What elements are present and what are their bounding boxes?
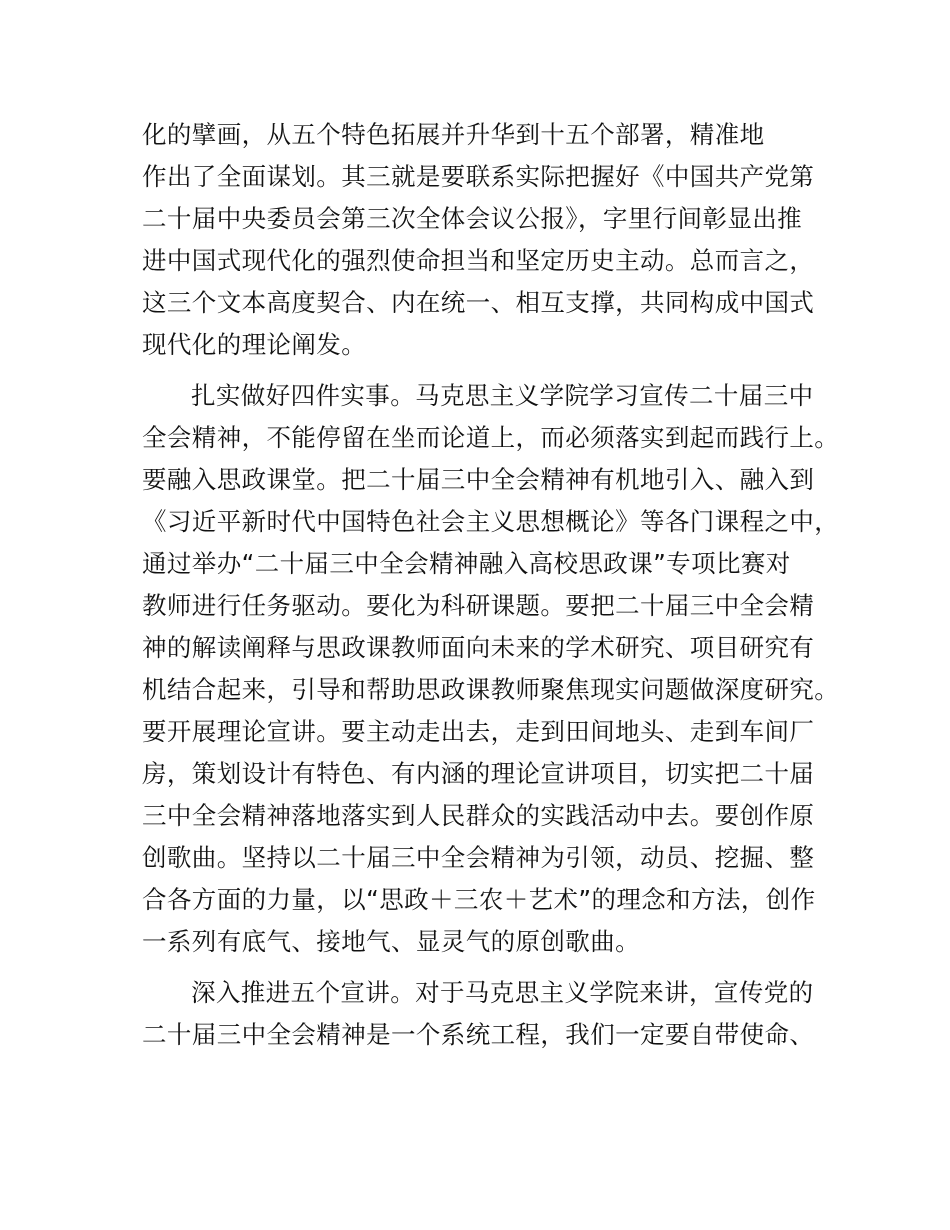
text-line: 要融入思政课堂。把二十届三中全会精神有机地引入、融入到 (142, 465, 815, 494)
text-line: 教师进行任务驱动。要化为科研课题。要把二十届三中全会精 (142, 591, 815, 620)
text-line: 扎实做好四件实事。马克思主义学院学习宣传二十届三中 (191, 381, 814, 410)
text-line: 作出了全面谋划。其三就是要联系实际把握好《中国共产党第 (142, 162, 815, 191)
document-body (142, 114, 842, 1056)
text-line: 机结合起来，引导和帮助思政课教师聚焦现实问题做深度研究。 (142, 675, 840, 704)
text-line: 通过举办“二十届三中全会精神融入高校思政课”专项比赛对 (142, 549, 791, 578)
text-line: 合各方面的力量，以“思政＋三农＋艺术”的理念和方法，创作 (142, 885, 816, 914)
text-line: 三中全会精神落地落实到人民群众的实践活动中去。要创作原 (142, 801, 815, 830)
text-line: 二十届中央委员会第三次全体会议公报》，字里行间彰显出推 (142, 204, 803, 233)
text-line: 这三个文本高度契合、内在统一、相互支撑，共同构成中国式 (142, 288, 815, 317)
text-line: 要开展理论宣讲。要主动走出去，走到田间地头、走到车间厂 (142, 717, 815, 746)
text-line: 一系列有底气、接地气、显灵气的原创歌曲。 (142, 927, 640, 956)
text-line: 二十届三中全会精神是一个系统工程，我们一定要自带使命、 (142, 1020, 815, 1049)
paragraph-2 (142, 375, 842, 963)
text-line: 进中国式现代化的强烈使命担当和坚定历史主动。总而言之， (142, 246, 815, 275)
text-line: 化的擘画，从五个特色拓展并升华到十五个部署，精准地 (142, 120, 765, 149)
text-line: 房，策划设计有特色、有内涵的理论宣讲项目，切实把二十届 (142, 759, 815, 788)
text-line: 深入推进五个宣讲。对于马克思主义学院来讲，宣传党的 (191, 978, 814, 1007)
paragraph-3 (142, 972, 842, 1056)
text-line: 神的解读阐释与思政课教师面向未来的学术研究、项目研究有 (142, 633, 815, 662)
paragraph-1 (142, 114, 842, 366)
text-line: 现代化的理论阐发。 (142, 330, 367, 359)
text-line: 全会精神，不能停留在坐而论道上，而必须落实到起而践行上。 (142, 423, 840, 452)
text-line: 《习近平新时代中国特色社会主义思想概论》等各门课程之中， (142, 507, 840, 536)
text-line: 创歌曲。坚持以二十届三中全会精神为引领，动员、挖掘、整 (142, 843, 815, 872)
